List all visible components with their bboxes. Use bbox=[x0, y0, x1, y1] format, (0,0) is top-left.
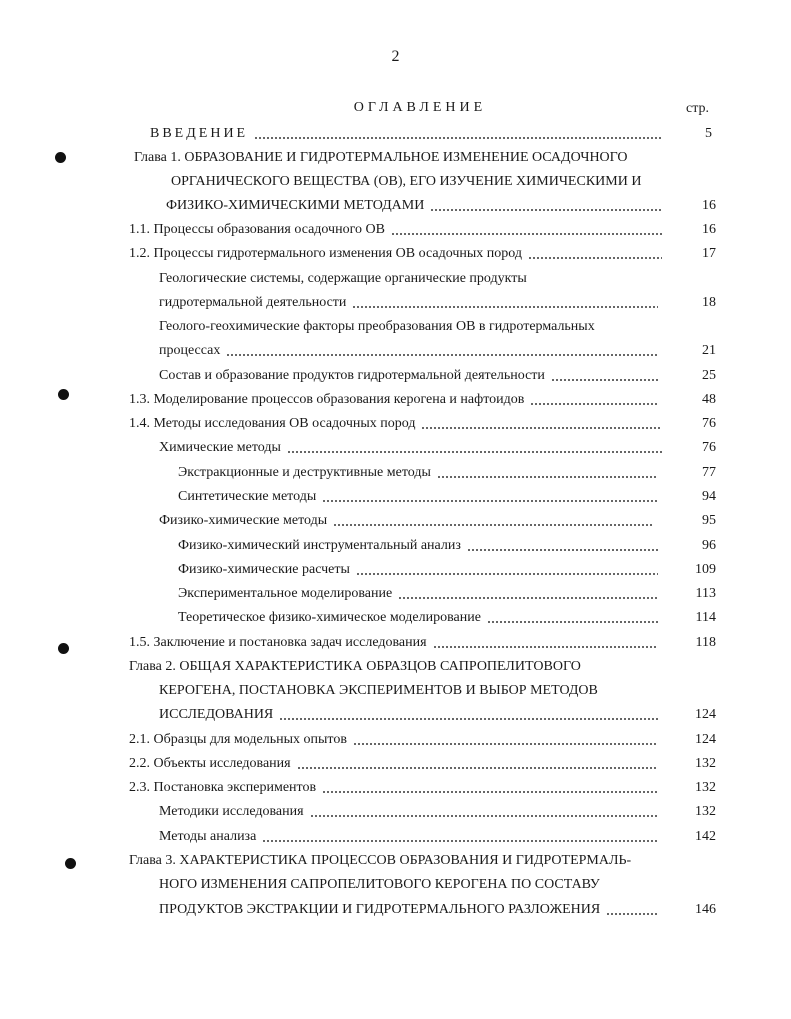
dot-leader bbox=[356, 572, 658, 576]
dot-leader bbox=[287, 450, 662, 454]
toc-entry-title-cont: ОРГАНИЧЕСКОГО ВЕЩЕСТВА (ОВ), ЕГО ИЗУЧЕНИЕ ХИМИЧЕСКИМИ И bbox=[171, 174, 642, 189]
toc-entry-page: 124 bbox=[695, 707, 716, 722]
dot-leader bbox=[353, 742, 658, 746]
toc-entry-1-2[interactable] bbox=[129, 245, 666, 263]
toc-entry-extraction[interactable] bbox=[178, 464, 662, 482]
toc-entry-page: 5 bbox=[705, 126, 712, 141]
dot-leader bbox=[310, 814, 658, 818]
toc-entry-title: 1.1. Процессы образования осадочного ОВ bbox=[129, 222, 385, 237]
dot-leader bbox=[433, 645, 658, 649]
dot-leader bbox=[297, 766, 658, 770]
toc-entry-calculations[interactable] bbox=[178, 561, 662, 579]
toc-entry-title[interactable]: Глава 3. ХАРАКТЕРИСТИКА ПРОЦЕССОВ ОБРАЗОВАНИЯ И ГИДРОТЕРМАЛЬ- bbox=[129, 853, 632, 868]
dot-leader bbox=[530, 402, 658, 406]
toc-entry-title: Методы анализа bbox=[159, 829, 257, 844]
page-number: 2 bbox=[391, 48, 400, 65]
toc-entry-title-cont: КЕРОГЕНА, ПОСТАНОВКА ЭКСПЕРИМЕНТОВ И ВЫБОР МЕТОДОВ bbox=[159, 683, 598, 698]
toc-entry-chapter-2[interactable] bbox=[159, 706, 662, 724]
margin-bullet bbox=[58, 389, 69, 400]
toc-entry-title: 2.1. Образцы для модельных опытов bbox=[129, 732, 347, 747]
toc-entry-title-cont: гидротермальной деятельности bbox=[159, 295, 347, 310]
dot-leader bbox=[467, 548, 658, 552]
toc-entry-title: Химические методы bbox=[159, 440, 281, 455]
toc-entry-page: 132 bbox=[695, 756, 716, 771]
toc-entry-2-3[interactable] bbox=[129, 779, 662, 797]
toc-entry-title: 2.2. Объекты исследования bbox=[129, 756, 291, 771]
toc-entry-title: Физико-химический инструментальный анализ bbox=[178, 538, 461, 553]
toc-entry-page: 96 bbox=[702, 538, 716, 553]
toc-entry-title[interactable]: Геолого-геохимические факторы преобразования ОВ в гидротермальных bbox=[159, 319, 595, 334]
toc-entry-title: 1.4. Методы исследования ОВ осадочных пород bbox=[129, 416, 416, 431]
toc-entry-title: 1.3. Моделирование процессов образования керогена и нафтоидов bbox=[129, 392, 525, 407]
dot-leader bbox=[352, 305, 658, 309]
dot-leader bbox=[398, 596, 658, 600]
toc-entry-page: 48 bbox=[702, 392, 716, 407]
toc-entry-composition[interactable] bbox=[159, 367, 662, 385]
toc-entry-page: 94 bbox=[702, 489, 716, 504]
dot-leader bbox=[551, 378, 658, 382]
toc-entry-page: 25 bbox=[702, 368, 716, 383]
margin-bullet bbox=[55, 152, 66, 163]
toc-entry-page: 142 bbox=[695, 829, 716, 844]
toc-entry-title[interactable]: Геологические системы, содержащие органические продукты bbox=[159, 271, 527, 286]
dot-leader bbox=[262, 839, 658, 843]
toc-entry-page: 114 bbox=[695, 610, 716, 625]
toc-entry-title[interactable]: Глава 1. ОБРАЗОВАНИЕ И ГИДРОТЕРМАЛЬНОЕ ИЗМЕНЕНИЕ ОСАДОЧНОГО bbox=[134, 150, 628, 165]
toc-entry-page: 146 bbox=[695, 902, 716, 917]
toc-entry-title: 1.2. Процессы гидротермального изменения ОВ осадочных пород bbox=[129, 246, 522, 261]
margin-bullet bbox=[65, 858, 76, 869]
toc-entry-physchem-methods[interactable] bbox=[159, 512, 656, 530]
dot-leader bbox=[606, 912, 658, 916]
margin-bullet bbox=[58, 643, 69, 654]
toc-entry-page: 132 bbox=[695, 780, 716, 795]
toc-entry-title-cont: ПРОДУКТОВ ЭКСТРАКЦИИ И ГИДРОТЕРМАЛЬНОГО РАЗЛОЖЕНИЯ bbox=[159, 902, 601, 917]
dot-leader bbox=[391, 232, 662, 236]
dot-leader bbox=[437, 475, 658, 479]
toc-entry-2-1[interactable] bbox=[129, 731, 662, 749]
toc-entry-1-3[interactable] bbox=[129, 391, 662, 409]
toc-entry-page: 76 bbox=[702, 416, 716, 431]
toc-entry-1-1[interactable] bbox=[129, 221, 666, 239]
toc-entry-page: 109 bbox=[695, 562, 716, 577]
toc-entry-title[interactable]: Глава 2. ОБЩАЯ ХАРАКТЕРИСТИКА ОБРАЗЦОВ САПРОПЕЛИТОВОГО bbox=[129, 659, 581, 674]
toc-title: ОГЛАВЛЕНИЕ bbox=[353, 100, 487, 115]
toc-entry-title: Методики исследования bbox=[159, 804, 304, 819]
toc-entry-page: 76 bbox=[702, 440, 716, 455]
toc-entry-title: Физико-химические методы bbox=[159, 513, 328, 528]
toc-entry-page: 132 bbox=[695, 804, 716, 819]
toc-entry-title: ВВЕДЕНИЕ bbox=[150, 126, 249, 141]
toc-entry-page: 18 bbox=[702, 295, 716, 310]
toc-entry-chapter-1[interactable] bbox=[166, 197, 666, 215]
toc-entry-chem-methods[interactable] bbox=[159, 439, 666, 457]
toc-entry-geo-factors[interactable] bbox=[159, 342, 662, 360]
toc-entry-title: 1.5. Заключение и постановка задач исследования bbox=[129, 635, 427, 650]
toc-entry-title: Экстракционные и деструктивные методы bbox=[178, 465, 431, 480]
toc-entry-page: 124 bbox=[695, 732, 716, 747]
dot-leader bbox=[430, 208, 662, 212]
dot-leader bbox=[226, 353, 658, 357]
toc-entry-title: Экспериментальное моделирование bbox=[178, 586, 393, 601]
toc-entry-analysis-methods[interactable] bbox=[159, 828, 662, 846]
toc-entry-title: Синтетические методы bbox=[178, 489, 317, 504]
dot-leader bbox=[421, 426, 662, 430]
toc-entry-page: 118 bbox=[695, 635, 716, 650]
toc-entry-chapter-3[interactable] bbox=[159, 901, 662, 919]
page-column-label: стр. bbox=[686, 101, 710, 116]
dot-leader bbox=[322, 790, 658, 794]
toc-entry-page: 95 bbox=[702, 513, 716, 528]
toc-entry-1-5[interactable] bbox=[129, 634, 662, 652]
dot-leader bbox=[487, 620, 658, 624]
toc-entry-page: 21 bbox=[702, 343, 716, 358]
toc-entry-title-cont: НОГО ИЗМЕНЕНИЯ САПРОПЕЛИТОВОГО КЕРОГЕНА ПО СОСТАВУ bbox=[159, 877, 600, 892]
toc-entry-title: 2.3. Постановка экспериментов bbox=[129, 780, 317, 795]
toc-entry-title: Состав и образование продуктов гидротермальной деятельности bbox=[159, 368, 545, 383]
toc-entry-intro[interactable] bbox=[150, 125, 666, 143]
toc-entry-experimental[interactable] bbox=[178, 585, 662, 603]
toc-entry-title-cont: ИССЛЕДОВАНИЯ bbox=[159, 707, 274, 722]
toc-entry-title: Теоретическое физико-химическое моделирование bbox=[178, 610, 481, 625]
dot-leader bbox=[528, 256, 662, 260]
toc-entry-page: 17 bbox=[702, 246, 716, 261]
toc-entry-page: 16 bbox=[702, 198, 716, 213]
dot-leader bbox=[254, 136, 662, 140]
toc-entry-instrumental[interactable] bbox=[178, 537, 662, 555]
toc-entry-research-methods[interactable] bbox=[159, 803, 662, 821]
toc-entry-page: 77 bbox=[702, 465, 716, 480]
dot-leader bbox=[322, 499, 658, 503]
dot-leader bbox=[279, 717, 658, 721]
toc-entry-title-cont: процессах bbox=[159, 343, 221, 358]
toc-entry-page: 113 bbox=[695, 586, 716, 601]
toc-entry-1-4[interactable] bbox=[129, 415, 666, 433]
toc-entry-geo-systems[interactable] bbox=[159, 294, 662, 312]
toc-entry-page: 16 bbox=[702, 222, 716, 237]
toc-entry-title-cont: ФИЗИКО-ХИМИЧЕСКИМИ МЕТОДАМИ bbox=[166, 198, 425, 213]
toc-entry-2-2[interactable] bbox=[129, 755, 662, 773]
toc-entry-synthetic[interactable] bbox=[178, 488, 662, 506]
toc-entry-title: Физико-химические расчеты bbox=[178, 562, 350, 577]
toc-entry-theoretical[interactable] bbox=[178, 609, 662, 627]
dot-leader bbox=[333, 523, 652, 527]
